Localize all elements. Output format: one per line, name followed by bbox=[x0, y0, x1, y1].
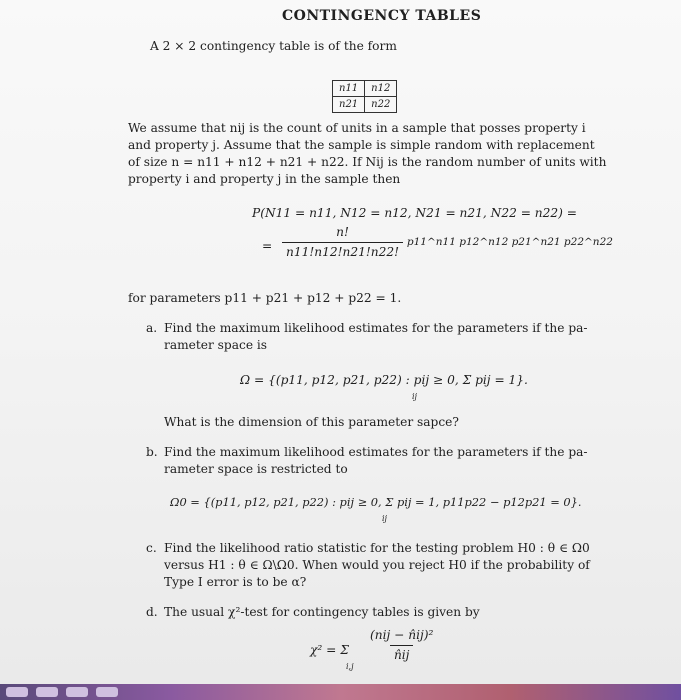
part-b-formula: Ω0 = {(p11, p12, p21, p22) : pij ≥ 0, Σ pij = 1, p11p22 − p12p21 = 0}. bbox=[170, 495, 582, 509]
table-cell-n21: n21 bbox=[333, 97, 365, 113]
part-d-denominator: n̂ij bbox=[390, 645, 414, 664]
part-c-line-2: versus H1 : θ ∈ Ω\Ω0. When would you reject H0 if the probability of bbox=[164, 558, 590, 572]
intro-text: A 2 × 2 contingency table is of the form bbox=[150, 39, 397, 53]
equation-1-numerator: n! bbox=[336, 225, 349, 239]
part-a-sum-subscript: ij bbox=[412, 392, 418, 401]
equation-1-denominator: n11!n12!n21!n22! bbox=[282, 242, 403, 261]
taskbar-app-button[interactable] bbox=[6, 687, 28, 697]
page-title: CONTINGENCY TABLES bbox=[282, 8, 482, 24]
taskbar-app-button[interactable] bbox=[96, 687, 118, 697]
part-a-label: a. bbox=[146, 321, 158, 335]
paragraph-line-2: and property j. Assume that the sample is simple random with replacement bbox=[128, 138, 595, 152]
part-c-line-1: Find the likelihood ratio statistic for the testing problem H0 : θ ∈ Ω0 bbox=[164, 541, 590, 555]
part-d-line-1: The usual χ²-test for contingency tables is given by bbox=[164, 605, 480, 619]
table-cell-n22: n22 bbox=[365, 97, 397, 113]
part-a-formula: Ω = {(p11, p12, p21, p22) : pij ≥ 0, Σ pij = 1}. bbox=[240, 373, 528, 387]
part-c-line-3: Type I error is to be α? bbox=[164, 575, 307, 589]
part-b-line-2: rameter space is restricted to bbox=[164, 462, 348, 476]
taskbar-app-button[interactable] bbox=[36, 687, 58, 697]
paragraph-line-1: We assume that nij is the count of units in a sample that posses property i bbox=[128, 121, 586, 135]
part-b-label: b. bbox=[146, 445, 158, 459]
equation-1-equals: = bbox=[262, 239, 273, 253]
part-a-question: What is the dimension of this parameter sapce? bbox=[164, 415, 459, 429]
part-d-fraction bbox=[366, 627, 437, 663]
table-cell-n12: n12 bbox=[365, 81, 397, 97]
part-a-line-1: Find the maximum likelihood estimates for the parameters if the pa- bbox=[164, 321, 588, 335]
taskbar-app-button[interactable] bbox=[66, 687, 88, 697]
equation-1-powers: p11^n11 p12^n12 p21^n21 p22^n22 bbox=[406, 235, 613, 248]
part-d-lhs: χ² = Σ bbox=[310, 643, 349, 657]
paragraph-line-4: property i and property j in the sample then bbox=[128, 172, 401, 186]
taskbar bbox=[0, 684, 681, 700]
part-d-sum-subscript: i,j bbox=[346, 662, 354, 671]
part-b-line-1: Find the maximum likelihood estimates for the parameters if the pa- bbox=[164, 445, 588, 459]
part-c-label: c. bbox=[146, 541, 157, 555]
paragraph-line-3: of size n = n11 + n12 + n21 + n22. If Nij is the random number of units with bbox=[128, 155, 607, 169]
part-b-sum-subscript: ij bbox=[382, 514, 388, 523]
contingency-table bbox=[332, 80, 397, 113]
part-d-label: d. bbox=[146, 605, 158, 619]
part-a-line-2: rameter space is bbox=[164, 338, 268, 352]
equation-1-lhs: P(N11 = n11, N12 = n12, N21 = n21, N22 = n22) = bbox=[252, 206, 577, 220]
part-d-numerator: (nij − n̂ij)² bbox=[370, 628, 434, 642]
equation-1-fraction bbox=[282, 224, 613, 260]
parameters-line: for parameters p11 + p21 + p12 + p22 = 1. bbox=[128, 291, 402, 305]
table-cell-n11: n11 bbox=[333, 81, 365, 97]
